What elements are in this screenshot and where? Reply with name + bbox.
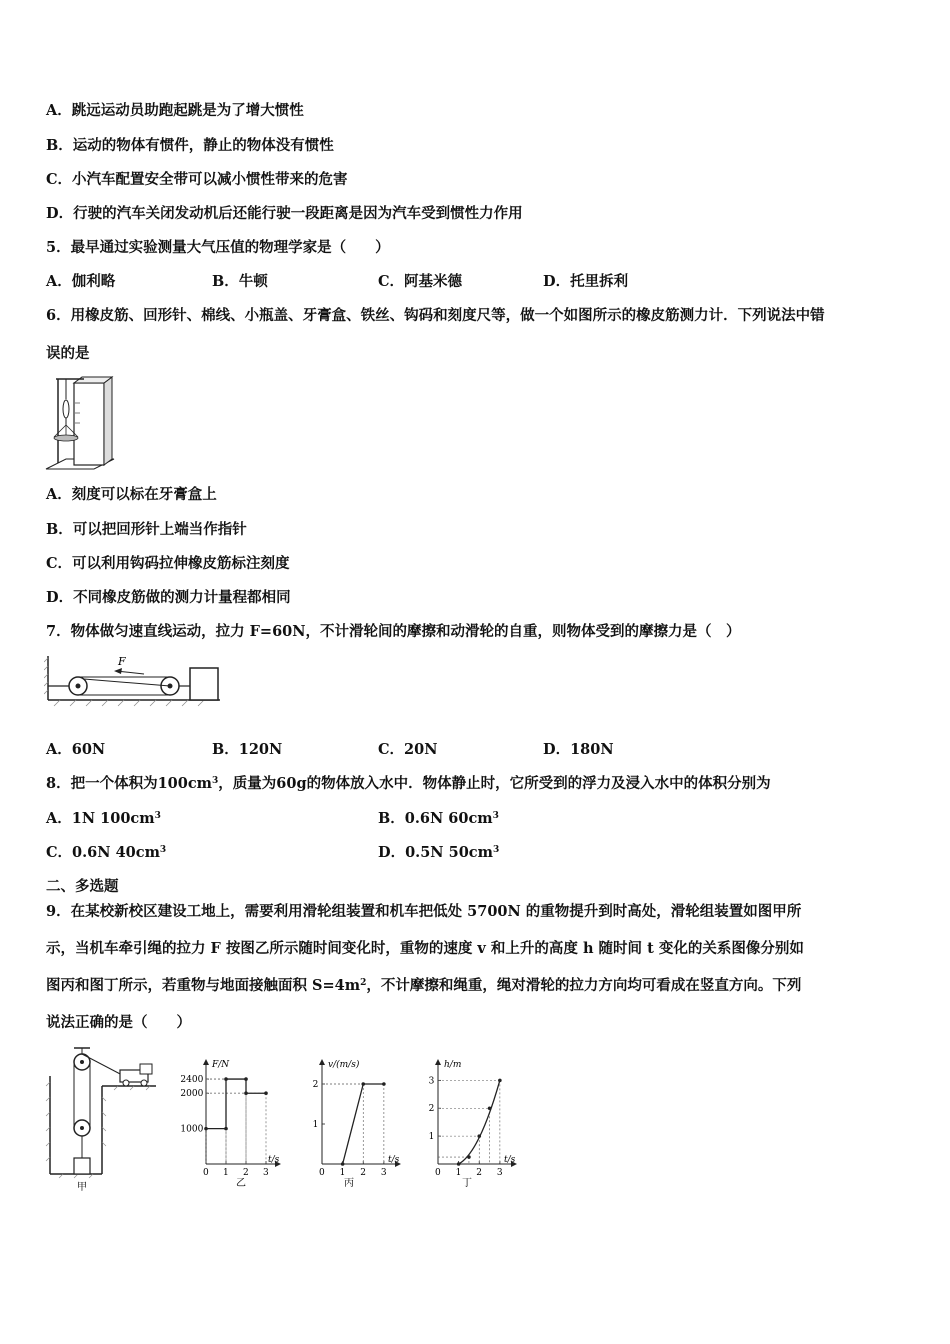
q4-option-d: D．行驶的汽车关闭发动机后还能行驶一段距离是因为汽车受到惯性力作用: [46, 205, 523, 222]
y-tick-label: 1: [312, 1120, 319, 1130]
q8-option-a: A．1N $100cm^3$: [46, 810, 161, 827]
q7-option-c: C．20N: [378, 741, 438, 758]
q9-stem-line2: 示，当机车牵引绳的拉力 F 按图乙所示随时间变化时，重物的速度 v 和上升的高度 h 随时间 t 变化的关系图像分别如: [46, 940, 804, 957]
y-axis-label: v/(m/s): [328, 1060, 360, 1070]
q5-option-b: B．牛顿: [212, 273, 268, 290]
data-point: [341, 1162, 345, 1166]
q6-stem-line1: 6．用橡皮筋、回形针、棉线、小瓶盖、牙膏盒、铁丝、钩码和刻度尺等，做一个如图所示的橡皮筋测力计．下列说法中错: [46, 307, 825, 324]
pulley-block-figure: [44, 652, 222, 712]
data-point: [467, 1155, 471, 1159]
x-tick-label: 1: [455, 1168, 462, 1178]
q8-option-d: D．0.5N $50cm^3$: [378, 844, 500, 861]
y-axis-label: h/m: [444, 1060, 462, 1070]
y-tick-label: 2: [428, 1104, 435, 1115]
x-tick-label: 2: [476, 1168, 482, 1178]
data-point: [244, 1077, 248, 1081]
q5-option-c: C．阿基米德: [378, 273, 463, 290]
data-point: [477, 1134, 481, 1138]
q6-stem-line2: 误的是: [46, 345, 90, 362]
x-tick-label: 2: [243, 1168, 249, 1178]
x-axis-label: t/s: [388, 1155, 400, 1165]
q7-option-b: B．120N: [212, 741, 283, 758]
chart-title: 乙: [236, 1178, 246, 1189]
q5-stem: 5．最早通过实验测量大气压值的物理学家是（ ）: [46, 239, 390, 256]
x-tick-label: 3: [496, 1168, 503, 1178]
q7-stem: 7．物体做匀速直线运动，拉力 F=60N，不计滑轮间的摩擦和动滑轮的自重，则物体受到的摩擦力是（ ）: [46, 623, 741, 640]
q7-option-a: A．60N: [46, 741, 106, 758]
q8-option-b: B．0.6N $60cm^3$: [378, 810, 499, 827]
x-tick-label: 0: [203, 1168, 209, 1178]
q5-option-d: D．托里拆利: [543, 273, 629, 290]
x-tick-label: 2: [360, 1168, 366, 1178]
q6-option-a: A．刻度可以标在牙膏盒上: [46, 486, 217, 503]
data-point: [264, 1091, 268, 1095]
data-point: [204, 1127, 208, 1131]
force-time-chart-yi: [172, 1056, 284, 1194]
x-tick-label: 3: [263, 1168, 269, 1178]
y-tick-label: 2: [312, 1080, 319, 1090]
data-point: [224, 1077, 228, 1081]
q6-option-b: B．可以把回形针上端当作指针: [46, 521, 247, 538]
q8-option-c: C．0.6N $40cm^3$: [46, 844, 167, 861]
data-point: [361, 1082, 365, 1086]
data-point: [498, 1079, 502, 1083]
height-time-chart-ding: [418, 1056, 530, 1194]
x-tick-label: 3: [380, 1168, 387, 1178]
data-point: [224, 1127, 228, 1131]
y-tick-label: 2000: [180, 1089, 204, 1100]
data-point: [244, 1091, 248, 1095]
q8-stem: 8．把一个体积为$100cm^3$，质量为60g的物体放入水中．物体静止时，它所受到的浮力及浸入水中的体积分别为: [46, 775, 771, 792]
y-tick-label: 2400: [180, 1075, 204, 1086]
y-tick-label: 1: [428, 1132, 435, 1143]
q5-option-a: A．伽利略: [46, 273, 116, 290]
force-label: F: [118, 655, 126, 668]
section-heading: 二、多选题: [46, 878, 119, 895]
data-point: [382, 1082, 386, 1086]
y-tick-label: 1000: [180, 1124, 204, 1135]
data-point: [457, 1162, 461, 1166]
q4-option-c: C．小汽车配置安全带可以减小惯性带来的危害: [46, 171, 348, 188]
chart-title: 丙: [344, 1178, 354, 1189]
q7-option-d: D．180N: [543, 741, 614, 758]
q4-option-a: A．跳远运动员助跑起跳是为了增大惯性: [46, 102, 304, 119]
x-tick-label: 1: [339, 1168, 346, 1178]
chart-title: 丁: [462, 1178, 472, 1189]
pulley-system-figure-jia: [44, 1046, 160, 1192]
q9-stem-line4: 说法正确的是（ ）: [46, 1014, 191, 1031]
q9-stem-line1: 9．在某校新校区建设工地上，需要利用滑轮组装置和机车把低处 5700N 的重物提升到时高处，滑轮组装置如图甲所: [46, 903, 802, 920]
x-axis-label: t/s: [504, 1155, 516, 1165]
series-line: [206, 1079, 266, 1129]
velocity-time-chart-bing: [300, 1056, 412, 1194]
series-curve: [459, 1080, 500, 1164]
x-tick-label: 0: [319, 1168, 325, 1178]
q9-stem-line3: 图丙和图丁所示，若重物与地面接触面积 $S=4m^2$，不计摩擦和绳重，绳对滑轮的拉力方向均可看成在竖直方向。下列: [46, 977, 802, 994]
x-tick-label: 0: [435, 1168, 441, 1178]
x-tick-label: 1: [223, 1168, 229, 1178]
q6-option-d: D．不同橡皮筋做的测力计量程都相同: [46, 589, 291, 606]
rubber-band-dynamometer-figure: [44, 373, 116, 473]
q4-option-b: B．运动的物体有惯件，静止的物体没有惯性: [46, 137, 334, 154]
y-tick-label: 3: [428, 1076, 435, 1087]
figure-label-jia: 甲: [77, 1182, 87, 1192]
x-axis-label: t/s: [268, 1155, 280, 1165]
q6-option-c: C．可以利用钩码拉伸橡皮筋标注刻度: [46, 555, 290, 572]
y-axis-label: F/N: [212, 1060, 230, 1070]
data-point: [488, 1106, 492, 1110]
